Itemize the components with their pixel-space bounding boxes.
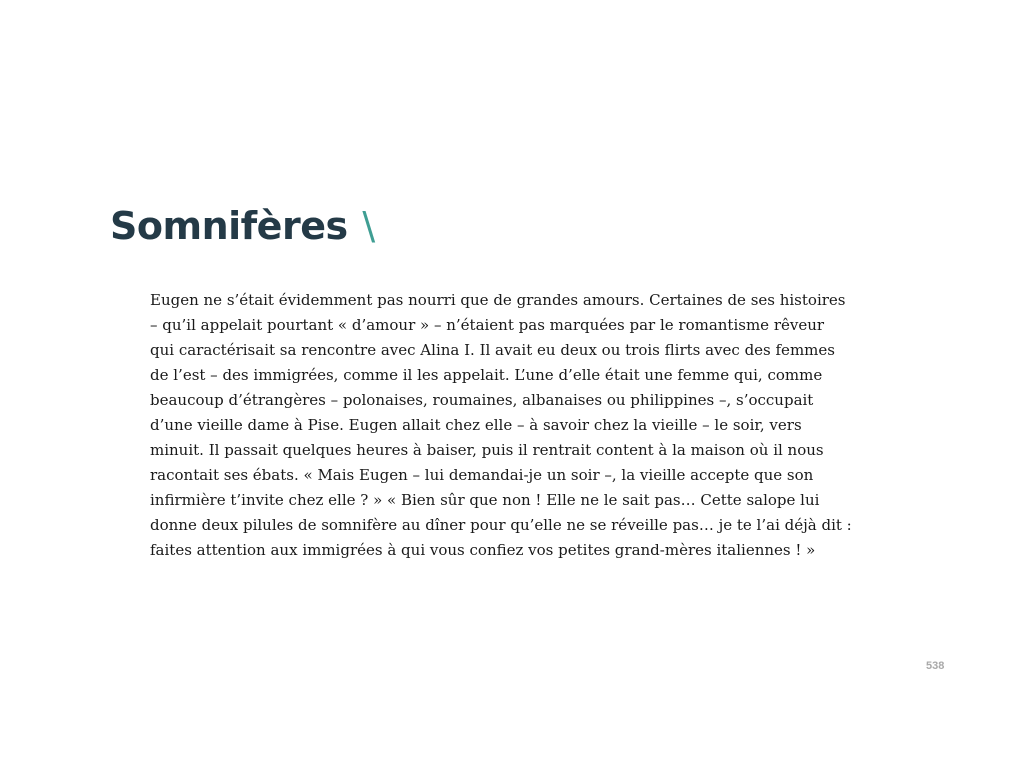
chapter-heading [110,198,375,254]
body-paragraph [150,288,895,563]
paragraph-line: beaucoup d’étrangères – polonaises, roumaines, albanaises ou philippines –, s’occupait [150,391,814,409]
paragraph-line: d’une vieille dame à Pise. Eugen allait chez elle – à savoir chez la vieille – le soir, vers [150,416,802,434]
paragraph-line: donne deux pilules de somnifère au dîner pour qu’elle ne se réveille pas… je te l’ai déjà dit : [150,516,852,534]
chapter-marker: \ [362,204,375,248]
paragraph-line: Eugen ne s’était évidemment pas nourri que de grandes amours. Certaines de ses histoires [150,291,846,309]
paragraph-line: de l’est – des immigrées, comme il les appelait. L’une d’elle était une femme qui, comme [150,366,823,384]
paragraph-line: faites attention aux immigrées à qui vous confiez vos petites grand-mères italiennes ! » [150,541,816,559]
paragraph-line: infirmière t’invite chez elle ? » « Bien sûr que non ! Elle ne le sait pas… Cette salope lui [150,491,820,509]
page-number: 538 [926,660,945,672]
paragraph-line: – qu’il appelait pourtant « d’amour » – n’étaient pas marquées par le romantisme rêveur [150,316,825,334]
paragraph-line: minuit. Il passait quelques heures à baiser, puis il rentrait content à la maison où il nous [150,441,824,459]
paragraph-line: qui caractérisait sa rencontre avec Alina I. Il avait eu deux ou trois flirts avec des femmes [150,341,835,359]
chapter-title: Somnifères [110,204,348,248]
paragraph-line: racontait ses ébats. « Mais Eugen – lui demandai-je un soir –, la vieille accepte que son [150,466,814,484]
